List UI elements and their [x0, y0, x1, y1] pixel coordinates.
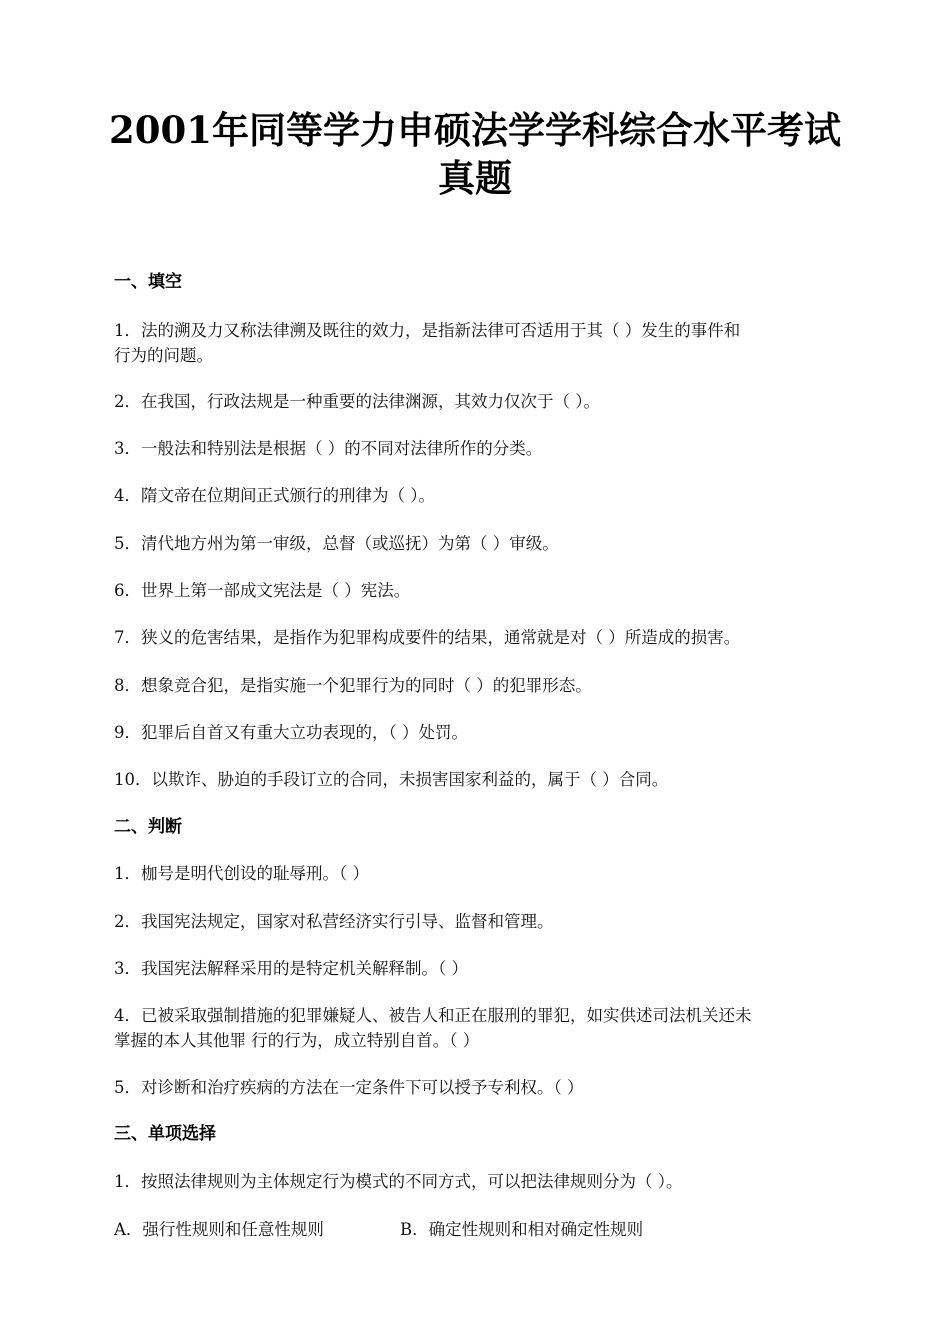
fill-question-4	[114, 483, 854, 508]
single-choice-question-1	[114, 1169, 854, 1194]
option-b: B．确定性规则和相对确定性规则	[400, 1220, 644, 1239]
single-choice-options	[114, 1217, 643, 1242]
judge-question-3	[114, 956, 854, 981]
question-line: 4．已被采取强制措施的犯罪嫌疑人、被告人和正在服刑的罪犯，如实供述司法机关还未	[114, 1006, 752, 1025]
question-line: 1．按照法律规则为主体规定行为模式的不同方式，可以把法律规则分为（ ）。	[114, 1172, 683, 1191]
question-line: 2．我国宪法规定，国家对私营经济实行引导、监督和管理。	[114, 912, 554, 931]
option-a: A．强行性规则和任意性规则	[114, 1220, 324, 1239]
judge-question-5	[114, 1075, 854, 1100]
document-title-line-1: 2001年同等学力申硕法学学科综合水平考试	[109, 108, 841, 152]
fill-question-1	[114, 318, 854, 368]
question-line: 9．犯罪后自首又有重大立功表现的，（ ）处罚。	[114, 723, 468, 742]
question-line: 5．对诊断和治疗疾病的方法在一定条件下可以授予专利权。（ ）	[114, 1078, 584, 1097]
fill-question-8	[114, 673, 854, 698]
judge-question-2	[114, 909, 854, 934]
section-heading-single-choice: 三、单项选择	[114, 1124, 216, 1144]
fill-question-5	[114, 531, 854, 556]
fill-question-2	[114, 389, 854, 414]
question-line: 1．法的溯及力又称法律溯及既往的效力，是指新法律可否适用于其（ ）发生的事件和	[114, 321, 741, 340]
fill-question-7	[114, 625, 854, 650]
question-line: 5．清代地方州为第一审级，总督（或巡抚）为第（ ）审级。	[114, 534, 559, 553]
question-line: 2．在我国，行政法规是一种重要的法律渊源，其效力仅次于（ ）。	[114, 392, 600, 411]
question-line: 3．我国宪法解释采用的是特定机关解释制。（ ）	[114, 959, 468, 978]
question-line: 1．枷号是明代创设的耻辱刑。（ ）	[114, 864, 369, 883]
section-heading-judge: 二、判断	[114, 817, 182, 837]
document-title-line-2: 真题	[438, 156, 512, 200]
question-line: 6．世界上第一部成文宪法是（ ）宪法。	[114, 581, 411, 600]
section-heading-fill: 一、填空	[114, 272, 182, 292]
question-line: 3．一般法和特别法是根据（ ）的不同对法律所作的分类。	[114, 439, 543, 458]
fill-question-10	[114, 767, 854, 792]
fill-question-3	[114, 436, 854, 461]
question-line: 行为的问题。	[114, 346, 213, 365]
question-line: 7．狭义的危害结果，是指作为犯罪构成要件的结果，通常就是对（ ）所造成的损害。	[114, 628, 741, 647]
question-line: 掌握的本人其他罪 行的行为，成立特别自首。（ ）	[114, 1031, 480, 1050]
question-line: 10．以欺诈、胁迫的手段订立的合同，未损害国家利益的，属于（ ）合同。	[114, 770, 669, 789]
question-line: 8．想象竞合犯，是指实施一个犯罪行为的同时（ ）的犯罪形态。	[114, 676, 592, 695]
fill-question-9	[114, 720, 854, 745]
judge-question-1	[114, 861, 854, 886]
judge-question-4	[114, 1003, 854, 1053]
fill-question-6	[114, 578, 854, 603]
question-line: 4．隋文帝在位期间正式颁行的刑律为（ ）。	[114, 486, 435, 505]
